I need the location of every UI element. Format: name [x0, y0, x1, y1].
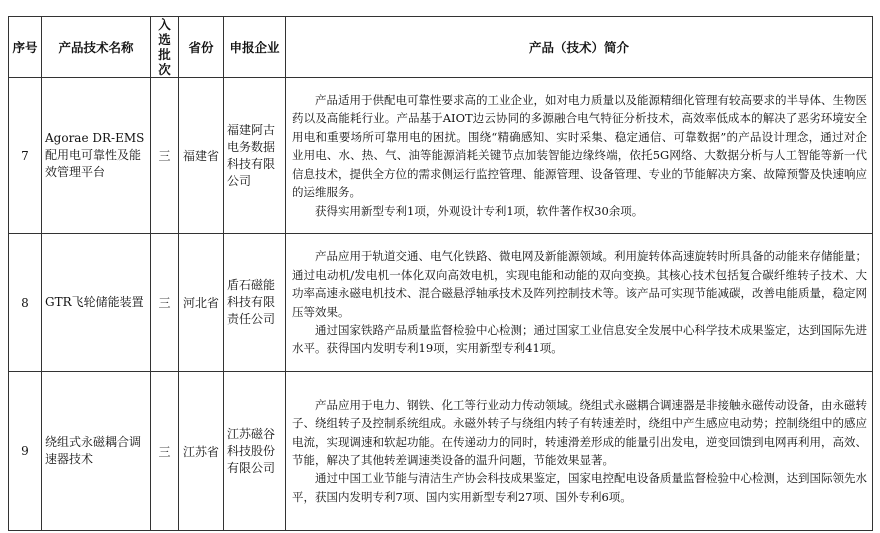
cell-seq: 8 — [9, 234, 42, 372]
cell-intro — [286, 234, 873, 372]
intro-paragraph: 产品应用于电力、钢铁、化工等行业动力传动领域。绕组式永磁耦合调速器是非接触永磁传动设备，由永磁转子、绕组转子及控制系统组成。永磁外转子与绕组内转子有转速差时，绕组中产生感应电动势；控制绕组中的感应电流，实现调速和软起功能。在传递动力的同时，转速滑差形成的能量引出发电，逆变回馈到电网再利用，高效、节能，解决了其他转差调速类设备的温升问题，节能效果显著。 — [292, 397, 867, 467]
table-row — [9, 372, 873, 531]
intro-paragraph: 获得实用新型专利1项，外观设计专利1项，软件著作权30余项。 — [315, 203, 644, 218]
header-batch-line2: 批次 — [158, 47, 171, 77]
cell-company: 盾石磁能科技有限责任公司 — [224, 234, 286, 372]
intro-paragraph: 通过国家铁路产品质量监督检验中心检测；通过国家工业信息安全发展中心科学技术成果鉴定，达到国际先进水平。获得国内发明专利19项，实用新型专利41项。 — [292, 322, 867, 356]
cell-province: 福建省 — [179, 78, 224, 234]
cell-batch: 三 — [151, 78, 179, 234]
cell-company: 江苏磁谷科技股份有限公司 — [224, 372, 286, 531]
table-row — [9, 234, 873, 372]
header-province: 省份 — [179, 17, 224, 78]
cell-batch: 三 — [151, 234, 179, 372]
cell-intro — [286, 372, 873, 531]
cell-name: Agorae DR-EMS配用电可靠性及能效管理平台 — [42, 78, 151, 234]
cell-province: 河北省 — [179, 234, 224, 372]
intro-paragraph: 产品应用于轨道交通、电气化铁路、微电网及新能源领域。利用旋转体高速旋转时所具备的动能来存储能量；通过电动机/发电机一体化双向高效电机，实现电能和动能的双向变换。其核心技术包括复合碳纤维转子技术、大功率高速永磁电机技术、混合磁悬浮轴承技术及阵列控制技术等。该产品可实现节能减碳，改善电能质量，稳定网压等效果。 — [292, 249, 867, 319]
header-company: 申报企业 — [224, 17, 286, 78]
header-batch — [151, 17, 179, 78]
cell-seq: 9 — [9, 372, 42, 531]
header-intro: 产品（技术）简介 — [286, 17, 873, 78]
cell-seq: 7 — [9, 78, 42, 234]
table-row — [9, 78, 873, 234]
cell-company: 福建阿古电务数据科技有限公司 — [224, 78, 286, 234]
header-name: 产品技术名称 — [42, 17, 151, 78]
intro-paragraph: 通过中国工业节能与清洁生产协会科技成果鉴定，国家电控配电设备质量监督检验中心检测，达到国际领先水平，获国内发明专利7项、国内实用新型专利27项、国外专利6项。 — [292, 471, 867, 504]
cell-name: GTR飞轮储能装置 — [42, 234, 151, 372]
cell-batch: 三 — [151, 372, 179, 531]
header-batch-line1: 入选 — [158, 17, 171, 47]
table-header-row — [9, 17, 873, 78]
cell-province: 江苏省 — [179, 372, 224, 531]
header-seq: 序号 — [9, 17, 42, 78]
intro-paragraph: 产品适用于供配电可靠性要求高的工业企业，如对电力质量以及能源精细化管理有较高要求的半导体、生物医药以及高能耗行业。产品基于AIOT边云协同的多源融合电气特征分析技术，高效率低成本的解决了恶劣环境安全用电和重要场所可靠用电的困扰。围绕“精确感知、实时采集、稳定通信、可靠数据”的产品设计理念，通过对企业用电、水、热、气、油等能源消耗关键节点加装智能边缘终端，依托5G网络、大数据分析与人工智能等新一代信息技术，提供全方位的需求侧运行监控管理、能源管理、设备管理、专业的节能解决方案、故障预警及快速响应的运维服务。 — [292, 93, 867, 200]
product-table — [8, 16, 873, 531]
cell-intro — [286, 78, 873, 234]
cell-name: 绕组式永磁耦合调速器技术 — [42, 372, 151, 531]
